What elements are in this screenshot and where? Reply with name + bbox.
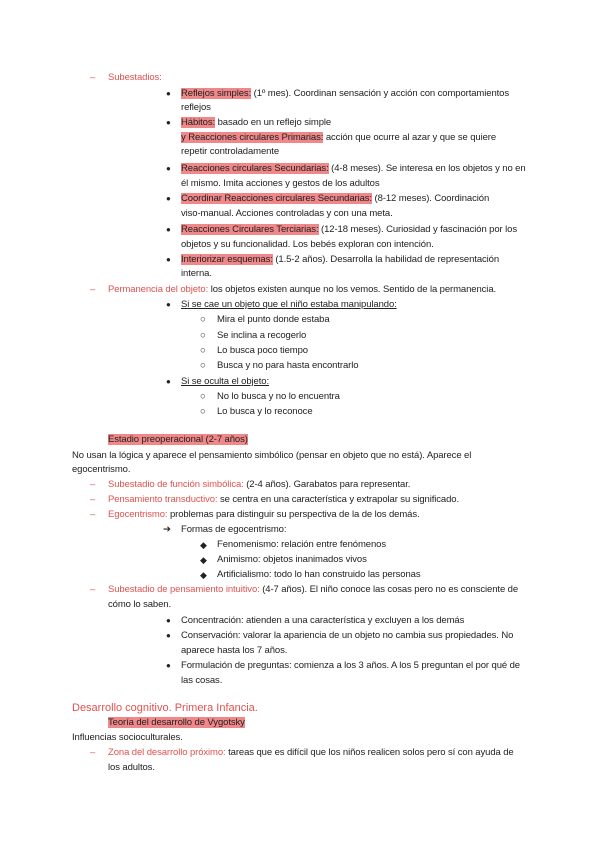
bullet-icon: ● bbox=[166, 300, 171, 309]
substage-item: Coordinar Reacciones circulares Secundarias: (8-12 meses). Coordinación bbox=[181, 193, 490, 204]
substage-item: Interiorizar esquemas: (1.5-2 años). Desarrolla la habilidad de representación bbox=[181, 254, 500, 265]
list-item: Artificialismo: todo lo han construido las personas bbox=[217, 569, 421, 580]
substage-item-cont: interna. bbox=[181, 268, 212, 279]
circle-bullet-icon: ○ bbox=[200, 314, 206, 325]
list-item: Mira el punto donde estaba bbox=[217, 314, 330, 325]
substage-item-cont: viso-manual. Acciones controladas y con una meta. bbox=[181, 208, 393, 219]
circle-bullet-icon: ○ bbox=[200, 406, 206, 417]
list-item: Lo busca poco tiempo bbox=[217, 345, 308, 356]
list-item: Animismo: objetos inanimados vivos bbox=[217, 554, 367, 565]
list-item: Concentración: atienden a una característica y excluyen a los demás bbox=[181, 615, 465, 626]
substage-item: Reflejos simples: (1º mes). Coordinan sensación y acción con comportamientos bbox=[181, 88, 509, 99]
bullet-icon: ● bbox=[166, 377, 171, 386]
circle-bullet-icon: ○ bbox=[200, 345, 206, 356]
circle-bullet-icon: ○ bbox=[200, 360, 206, 371]
diamond-bullet-icon: ◆ bbox=[200, 570, 207, 580]
dash-marker: – bbox=[90, 479, 96, 490]
substage-item: Reacciones circulares Secundarias: (4-8 meses). Se interesa en los objetos y no en bbox=[181, 163, 526, 174]
list-item-cont: las cosas. bbox=[181, 675, 223, 686]
dash-marker: – bbox=[90, 284, 96, 295]
list-item: Fenomenismo: relación entre fenómenos bbox=[217, 539, 386, 550]
circle-bullet-icon: ○ bbox=[200, 330, 206, 341]
list-item-cont: aparece hasta los 7 años. bbox=[181, 645, 288, 656]
bullet-icon: ● bbox=[166, 194, 171, 203]
arrow-icon: ➔ bbox=[163, 524, 171, 535]
permanence-case-hidden: Si se oculta el objeto: bbox=[181, 376, 270, 387]
preop-heading: Estadio preoperacional (2-7 años) bbox=[108, 434, 248, 445]
diamond-bullet-icon: ◆ bbox=[200, 555, 207, 565]
list-item: Formulación de preguntas: comienza a los 3 años. A los 5 preguntan el por qué de bbox=[181, 660, 520, 671]
list-item: Lo busca y lo reconoce bbox=[217, 406, 313, 417]
permanence-item: Permanencia del objeto: los objetos existen aunque no los vemos. Sentido de la permanencia. bbox=[108, 284, 497, 295]
bullet-icon: ● bbox=[166, 118, 171, 127]
intuitive-item-cont: cómo lo saben. bbox=[108, 599, 172, 610]
transductive-item: Pensamiento transductivo: se centra en una característica y extrapolar su significado. bbox=[108, 494, 460, 505]
list-item: No lo busca y no lo encuentra bbox=[217, 391, 340, 402]
diamond-bullet-icon: ◆ bbox=[200, 540, 207, 550]
substage-item-cont: repetir controladamente bbox=[181, 146, 280, 157]
preop-intro-cont: egocentrismo. bbox=[72, 464, 131, 475]
egocentrism-item: Egocentrismo: problemas para distinguir su perspectiva de la de los demás. bbox=[108, 509, 420, 520]
substages-label: Subestadios: bbox=[108, 72, 162, 83]
preop-intro: No usan la lógica y aparece el pensamiento simbólico (pensar en objeto que no está). Aparece el bbox=[72, 450, 472, 461]
egocentrism-forms: Formas de egocentrismo: bbox=[181, 524, 287, 535]
section-title: Desarrollo cognitivo. Primera Infancia. bbox=[72, 702, 258, 714]
list-item: Se inclina a recogerlo bbox=[217, 330, 307, 341]
intuitive-item: Subestadio de pensamiento intuitivo: (4-7 años). El niño conoce las cosas pero no es consciente de bbox=[108, 584, 519, 595]
bullet-icon: ● bbox=[166, 616, 171, 625]
list-item: Conservación: valorar la apariencia de un objeto no cambia sus propiedades. No bbox=[181, 630, 514, 641]
dash-marker: – bbox=[90, 747, 96, 758]
substage-item: Reacciones Circulares Terciarias: (12-18 meses). Curiosidad y fascinación por los bbox=[181, 224, 517, 235]
influences-text: Influencias socioculturales. bbox=[72, 732, 183, 743]
dash-marker: – bbox=[90, 72, 96, 83]
bullet-icon: ● bbox=[166, 255, 171, 264]
circle-bullet-icon: ○ bbox=[200, 391, 206, 402]
substage-item: Hábitos: basado en un reflejo simple bbox=[181, 117, 332, 128]
bullet-icon: ● bbox=[166, 631, 171, 640]
dash-marker: – bbox=[90, 494, 96, 505]
list-item: Busca y no para hasta encontrarlo bbox=[217, 360, 359, 371]
vygotsky-heading: Teoría del desarrollo de Vygotsky bbox=[108, 717, 245, 728]
bullet-icon: ● bbox=[166, 89, 171, 98]
zpd-item-cont: los adultos. bbox=[108, 762, 155, 773]
permanence-case-dropped: Si se cae un objeto que el niño estaba manipulando: bbox=[181, 299, 397, 310]
bullet-icon: ● bbox=[166, 225, 171, 234]
symbolic-function-item: Subestadio de función simbólica: (2-4 años). Garabatos para representar. bbox=[108, 479, 411, 490]
bullet-icon: ● bbox=[166, 661, 171, 670]
zpd-item: Zona del desarrollo próximo: tareas que es difícil que los niños realicen solos pero sí con ayuda de bbox=[108, 747, 514, 758]
substage-item-cont: objetos y su funcionalidad. Los bebés exploran con intención. bbox=[181, 239, 434, 250]
substage-item-cont: él mismo. Imita acciones y gestos de los adultos bbox=[181, 178, 380, 189]
substage-item-cont: reflejos bbox=[181, 102, 211, 113]
bullet-icon: ● bbox=[166, 164, 171, 173]
dash-marker: – bbox=[90, 584, 96, 595]
dash-marker: – bbox=[90, 509, 96, 520]
substage-item: y Reacciones circulares Primarias: acción que ocurre al azar y que se quiere bbox=[181, 132, 497, 143]
